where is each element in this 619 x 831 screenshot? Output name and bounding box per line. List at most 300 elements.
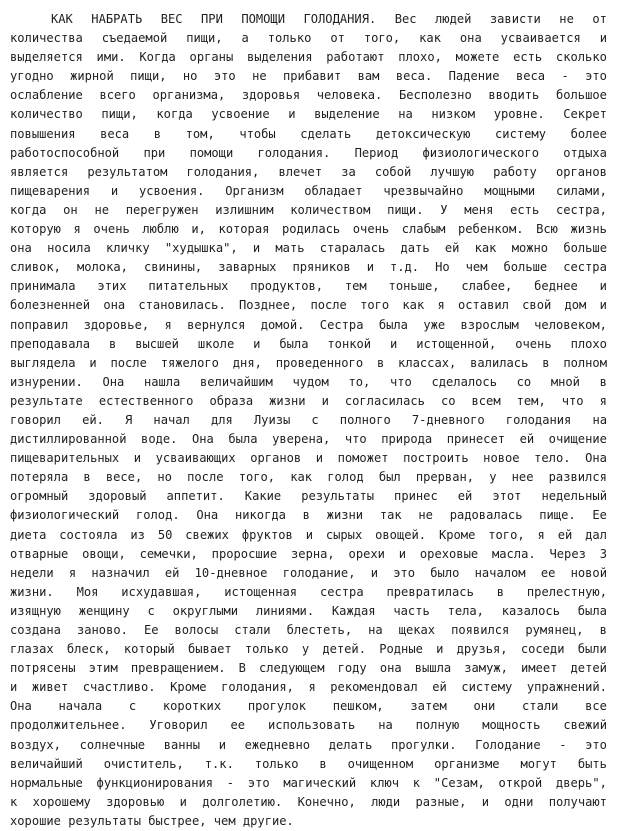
text-word: хорошему [32,794,91,809]
text-word: органы [189,50,234,65]
text-word: стали [522,699,559,714]
text-word: высшей [135,336,179,351]
text-word: очищенном [347,756,414,771]
text-word: голодание, [282,565,356,580]
text-word: вышла [414,661,452,676]
text-word: Ее [143,623,159,637]
text-word: угодно [10,69,54,84]
text-word: голодания, [186,164,260,179]
text-word: вам [357,69,380,84]
text-word: усвоения. [138,183,205,198]
text-word: это [585,69,607,84]
text-word: чтобы [239,126,276,141]
text-word: и [321,393,329,408]
text-word: ей [444,241,460,256]
text-word: сделалось [431,374,497,389]
text-word: построить [403,451,469,466]
text-word: изнурении. [10,374,83,389]
text-word: волосы [174,623,219,637]
text-word: голодания, [221,680,294,695]
text-word: с [311,412,319,427]
text-word: здоровье, [83,317,150,332]
text-line [10,354,607,373]
text-word: использовать [267,718,356,733]
text-word: диета [10,527,47,542]
text-word: счастливо. [82,680,156,695]
text-word: это [213,69,236,84]
text-word: полном [563,355,607,370]
text-word: с [128,699,137,714]
text-word: чудом [292,374,329,389]
text-word: вводить [488,88,540,103]
text-word: классах, [398,355,457,370]
text-word: усваивается [500,31,581,46]
text-word: ослабление [10,88,83,103]
text-word: ей. [82,412,104,427]
text-word: но [182,69,198,84]
text-word: дня, [232,355,262,370]
text-word: Уговорил [149,718,208,733]
text-word: и [10,680,18,695]
text-word: пищи, [101,107,138,122]
text-word: делать [328,737,373,752]
text-word: выделяется [10,50,83,65]
text-word: и [252,241,261,256]
text-word: голодания [505,412,572,427]
text-word: изящную [10,603,61,618]
text-word: не [418,508,433,523]
text-word: получают [548,794,607,809]
text-word: "Сезам, [433,775,485,790]
text-word: потеряла [10,470,69,485]
text-line [10,220,607,239]
text-word: заново. [76,623,128,637]
text-word: была [228,432,258,447]
text-word: всем [471,393,501,408]
text-word: уже [423,317,446,332]
text-word: превращением. [130,661,226,676]
text-word: нормальные [10,775,83,790]
text-line [10,144,607,163]
text-word: помощи [189,145,234,160]
text-word: тело. [534,451,571,466]
text-word: в [153,126,162,141]
text-word: не [559,12,574,26]
text-word: быть [577,756,607,771]
text-line [10,659,607,678]
text-word: при [143,145,166,160]
text-word: создана [10,623,61,637]
text-word: рекомендовал [330,680,418,695]
text-word: том, [185,126,215,141]
text-word: орехи [348,546,385,561]
text-word: как [474,241,497,256]
text-word: от [330,31,345,46]
text-line [10,277,607,296]
text-word: жизнь [570,222,607,237]
text-word: природа [381,432,433,447]
text-word: это [247,775,270,790]
text-word: 7-дневного [411,412,485,427]
text-word: человека. [316,88,383,103]
text-line [10,10,607,29]
text-word: систему [495,126,546,141]
text-word: в [599,374,607,389]
text-word: Кроме [438,527,476,542]
text-word: к [10,794,18,809]
text-word: принесет [446,432,506,447]
text-word: жизни [269,393,306,408]
text-word: и [288,107,296,122]
text-word: организме [434,756,500,771]
text-word: т.к. [204,756,234,771]
text-word: т.д. [389,260,420,275]
text-word: затем [410,699,447,714]
text-word: после [110,355,147,370]
text-word: тем [344,279,367,294]
text-line [10,86,607,105]
text-word: отварные [10,546,69,561]
text-word: того, [363,31,401,46]
text-word: пище. [539,508,576,523]
text-word: работают [326,50,385,65]
text-word: радовалась [449,508,523,523]
text-word: и [218,737,226,752]
text-word: КАК [51,12,73,26]
text-word: ей [519,432,535,447]
text-word: зерна, [291,546,335,561]
text-word: прелестную, [526,584,607,599]
text-word: недели [10,565,54,580]
text-line [10,487,607,506]
text-line [10,736,607,755]
text-word: излишним [215,202,274,217]
text-word: свежих [185,527,229,542]
text-line [10,316,607,335]
text-word: ПОМОЩИ [241,12,285,26]
text-word: систему [461,680,513,695]
text-word: Она [196,508,219,523]
text-word: ими. [96,50,126,65]
text-word: появился [451,623,510,637]
text-word: от [592,12,607,26]
text-word: того, [488,527,525,542]
text-word: меня [464,202,494,217]
text-word: молока, [76,260,128,275]
text-word: сестра [319,584,364,599]
text-word: долголетию. [202,794,283,809]
text-word: но [157,470,172,485]
text-word: развился [548,470,607,485]
text-word: сливок, [10,260,61,275]
text-word: отдыха [563,145,607,160]
text-word: женщину [78,603,130,618]
text-line [10,468,607,487]
text-word: организма, [152,88,226,103]
text-word: мощность [482,718,541,733]
text-word: дом [564,298,587,313]
text-word: и [133,451,142,466]
text-word: образа [209,393,254,408]
text-word: румянец, [525,623,584,637]
text-word: слабее, [461,279,513,294]
text-word: округлыми [172,603,239,618]
text-word: я [308,680,316,695]
text-word: ей [164,565,180,580]
text-word: у [489,470,497,485]
text-word: и [599,279,607,294]
text-word: масла. [491,546,536,561]
text-word: на [592,412,607,427]
text-word: что [344,432,367,447]
text-line [10,602,607,621]
text-word: прогулок [247,699,307,714]
text-line [10,48,607,67]
text-word: Луизы [253,412,291,427]
text-line [10,640,607,659]
text-word: овощи, [82,546,126,561]
text-word: блеск, [66,642,111,657]
text-line [10,793,607,812]
text-word: линиями. [255,603,315,618]
text-word: естественного [98,393,194,408]
text-word: бывает [188,642,232,657]
text-word: ей [432,680,447,695]
text-word: дверь", [555,775,607,790]
text-word: - [559,737,567,752]
text-line [10,755,607,774]
text-word: как [419,31,441,46]
text-word: очиститель, [103,756,184,771]
text-line [10,258,607,277]
text-word: Родные [379,642,423,657]
text-word: Через [549,546,586,561]
text-word: выделение [314,107,380,122]
text-word: плохо, [398,50,442,65]
text-word: чрезвычайно [383,183,464,198]
text-line [10,812,607,831]
text-line [10,125,607,144]
text-word: преподавала [10,336,91,351]
text-word: она [459,31,482,46]
text-word: результате [10,393,83,408]
text-word: сестра, [555,202,607,217]
text-word: была [279,336,309,351]
text-word: прибавит [283,69,342,84]
text-word: Бесполезно [398,88,472,103]
text-word: жирной [70,69,114,84]
text-word: уверена, [272,432,331,447]
text-word: было [430,565,460,580]
text-word: есть [510,202,540,217]
text-word: стали [234,623,271,637]
text-word: тяжелого [160,355,219,370]
text-word: функционирования [96,775,214,790]
text-word: мощными [484,183,536,198]
text-line [10,105,607,124]
text-word: начал [153,412,190,427]
text-word: я [437,298,445,313]
text-word: фруктов [241,527,293,542]
text-word: голод. [135,508,180,523]
text-word: полного [339,412,391,427]
text-word: больше [503,260,548,275]
text-word: органов [250,451,302,466]
text-word: беднее [534,279,578,294]
text-word: ее [540,565,556,580]
text-word: голодания. [257,145,331,160]
text-word: лучшую [430,164,475,179]
text-word: и [436,642,444,657]
text-word: ей [557,527,573,542]
text-line [10,506,607,525]
text-line [10,621,607,640]
text-word: этим [88,661,118,676]
text-word: ежедневно [244,737,311,752]
text-word: ребенком. [458,222,524,237]
text-word: она [10,241,32,256]
text-word: оставил [457,298,509,313]
text-line [10,411,607,430]
text-word: можете [455,50,500,65]
text-word: взрослым [460,317,519,332]
text-word: только [267,31,312,46]
text-word: как [290,470,313,485]
text-word: истощенной, [416,336,497,351]
text-word: домой. [260,317,305,332]
text-word: детей. [322,642,366,657]
text-word: этот [492,489,522,504]
text-word: люблю [142,222,179,237]
text-word: очищение [548,432,607,447]
text-line [10,239,607,258]
text-word: большое [555,88,607,103]
text-word: она [103,298,126,313]
text-word: результаты [68,813,142,828]
text-word: веса [515,69,546,84]
text-word: потрясены [10,661,76,676]
text-word: Сестра [319,317,364,332]
text-word: "худышка", [164,241,238,256]
text-word: блестеть, [286,623,353,637]
text-word: из [130,527,145,542]
text-word: не [252,69,267,84]
text-word: были [577,642,607,657]
text-word: В [238,661,246,676]
text-word: физиологический [10,508,120,523]
text-word: результаты [301,489,375,504]
text-word: жизни. [10,584,54,599]
text-word: и [89,355,97,370]
text-word: пищеварения [10,183,91,198]
text-word: исхудавшая, [121,584,202,599]
text-word: - [226,775,235,790]
text-word: поправил [10,317,69,332]
text-word: которую [10,222,61,237]
text-word: является [10,164,69,179]
text-word: только [244,642,289,657]
text-word: Всю [536,222,558,237]
text-word: которая [218,222,270,237]
text-word: больше [563,241,607,256]
text-word: выглядела [10,355,76,370]
text-word: в [302,508,310,523]
text-line [10,296,607,315]
text-word: заварных [218,260,277,275]
text-word: мной [550,374,580,389]
text-word: говорил [10,412,61,427]
text-word: могут [520,756,557,771]
text-word: и [315,451,324,466]
text-word: Позднее, [238,298,298,313]
text-word: и, [191,222,206,237]
text-word: в [376,355,385,370]
text-word: я [599,393,607,408]
text-word: Она [10,699,32,714]
text-word: низком [431,107,476,122]
text-word: не [94,202,109,217]
text-word: солнечные [79,737,146,752]
text-word: магический [283,775,357,790]
text-word: друзья, [456,642,508,657]
text-word: когда [156,107,193,122]
text-line [10,392,607,411]
text-word: со [440,393,456,408]
text-word: нашла [143,374,181,389]
text-word: семечки, [139,546,198,561]
text-word: слабым [401,222,446,237]
text-word: продуктов, [250,279,324,294]
text-word: что [389,374,412,389]
text-word: ВЕС [160,12,183,26]
text-word: ее [230,718,246,733]
text-word: У [440,202,448,217]
text-word: после [187,470,224,485]
text-word: Какие [244,489,282,504]
text-word: и [481,794,490,809]
text-word: ГОЛОДАНИЯ. [303,12,377,26]
text-word: что [561,393,584,408]
text-word: Она [102,374,125,389]
text-word: в [599,623,607,637]
text-word: в [496,584,505,599]
text-word: ключ [369,775,400,790]
text-word: на [378,718,393,733]
text-word: со [516,374,532,389]
text-word: выделения [246,50,313,65]
text-word: за [341,164,356,179]
text-word: Вес [394,12,417,26]
text-word: принес [394,489,438,504]
text-word: для [210,412,233,427]
text-word: здоровый [88,489,147,504]
text-word: я [537,527,545,542]
text-word: поможет [337,451,389,466]
text-word: есть [513,50,543,65]
text-word: Голодание [475,737,541,752]
text-word: продолжительнее. [10,718,127,733]
text-word: 10-дневное [194,565,268,580]
text-word: питательных [148,279,229,294]
text-word: и [398,546,407,561]
text-word: пищи, [186,31,223,46]
text-line [10,449,607,468]
text-word: часть [393,603,430,618]
text-line [10,335,607,354]
text-word: жизни [326,508,364,523]
text-word: влечет [278,164,323,179]
text-line [10,697,607,716]
